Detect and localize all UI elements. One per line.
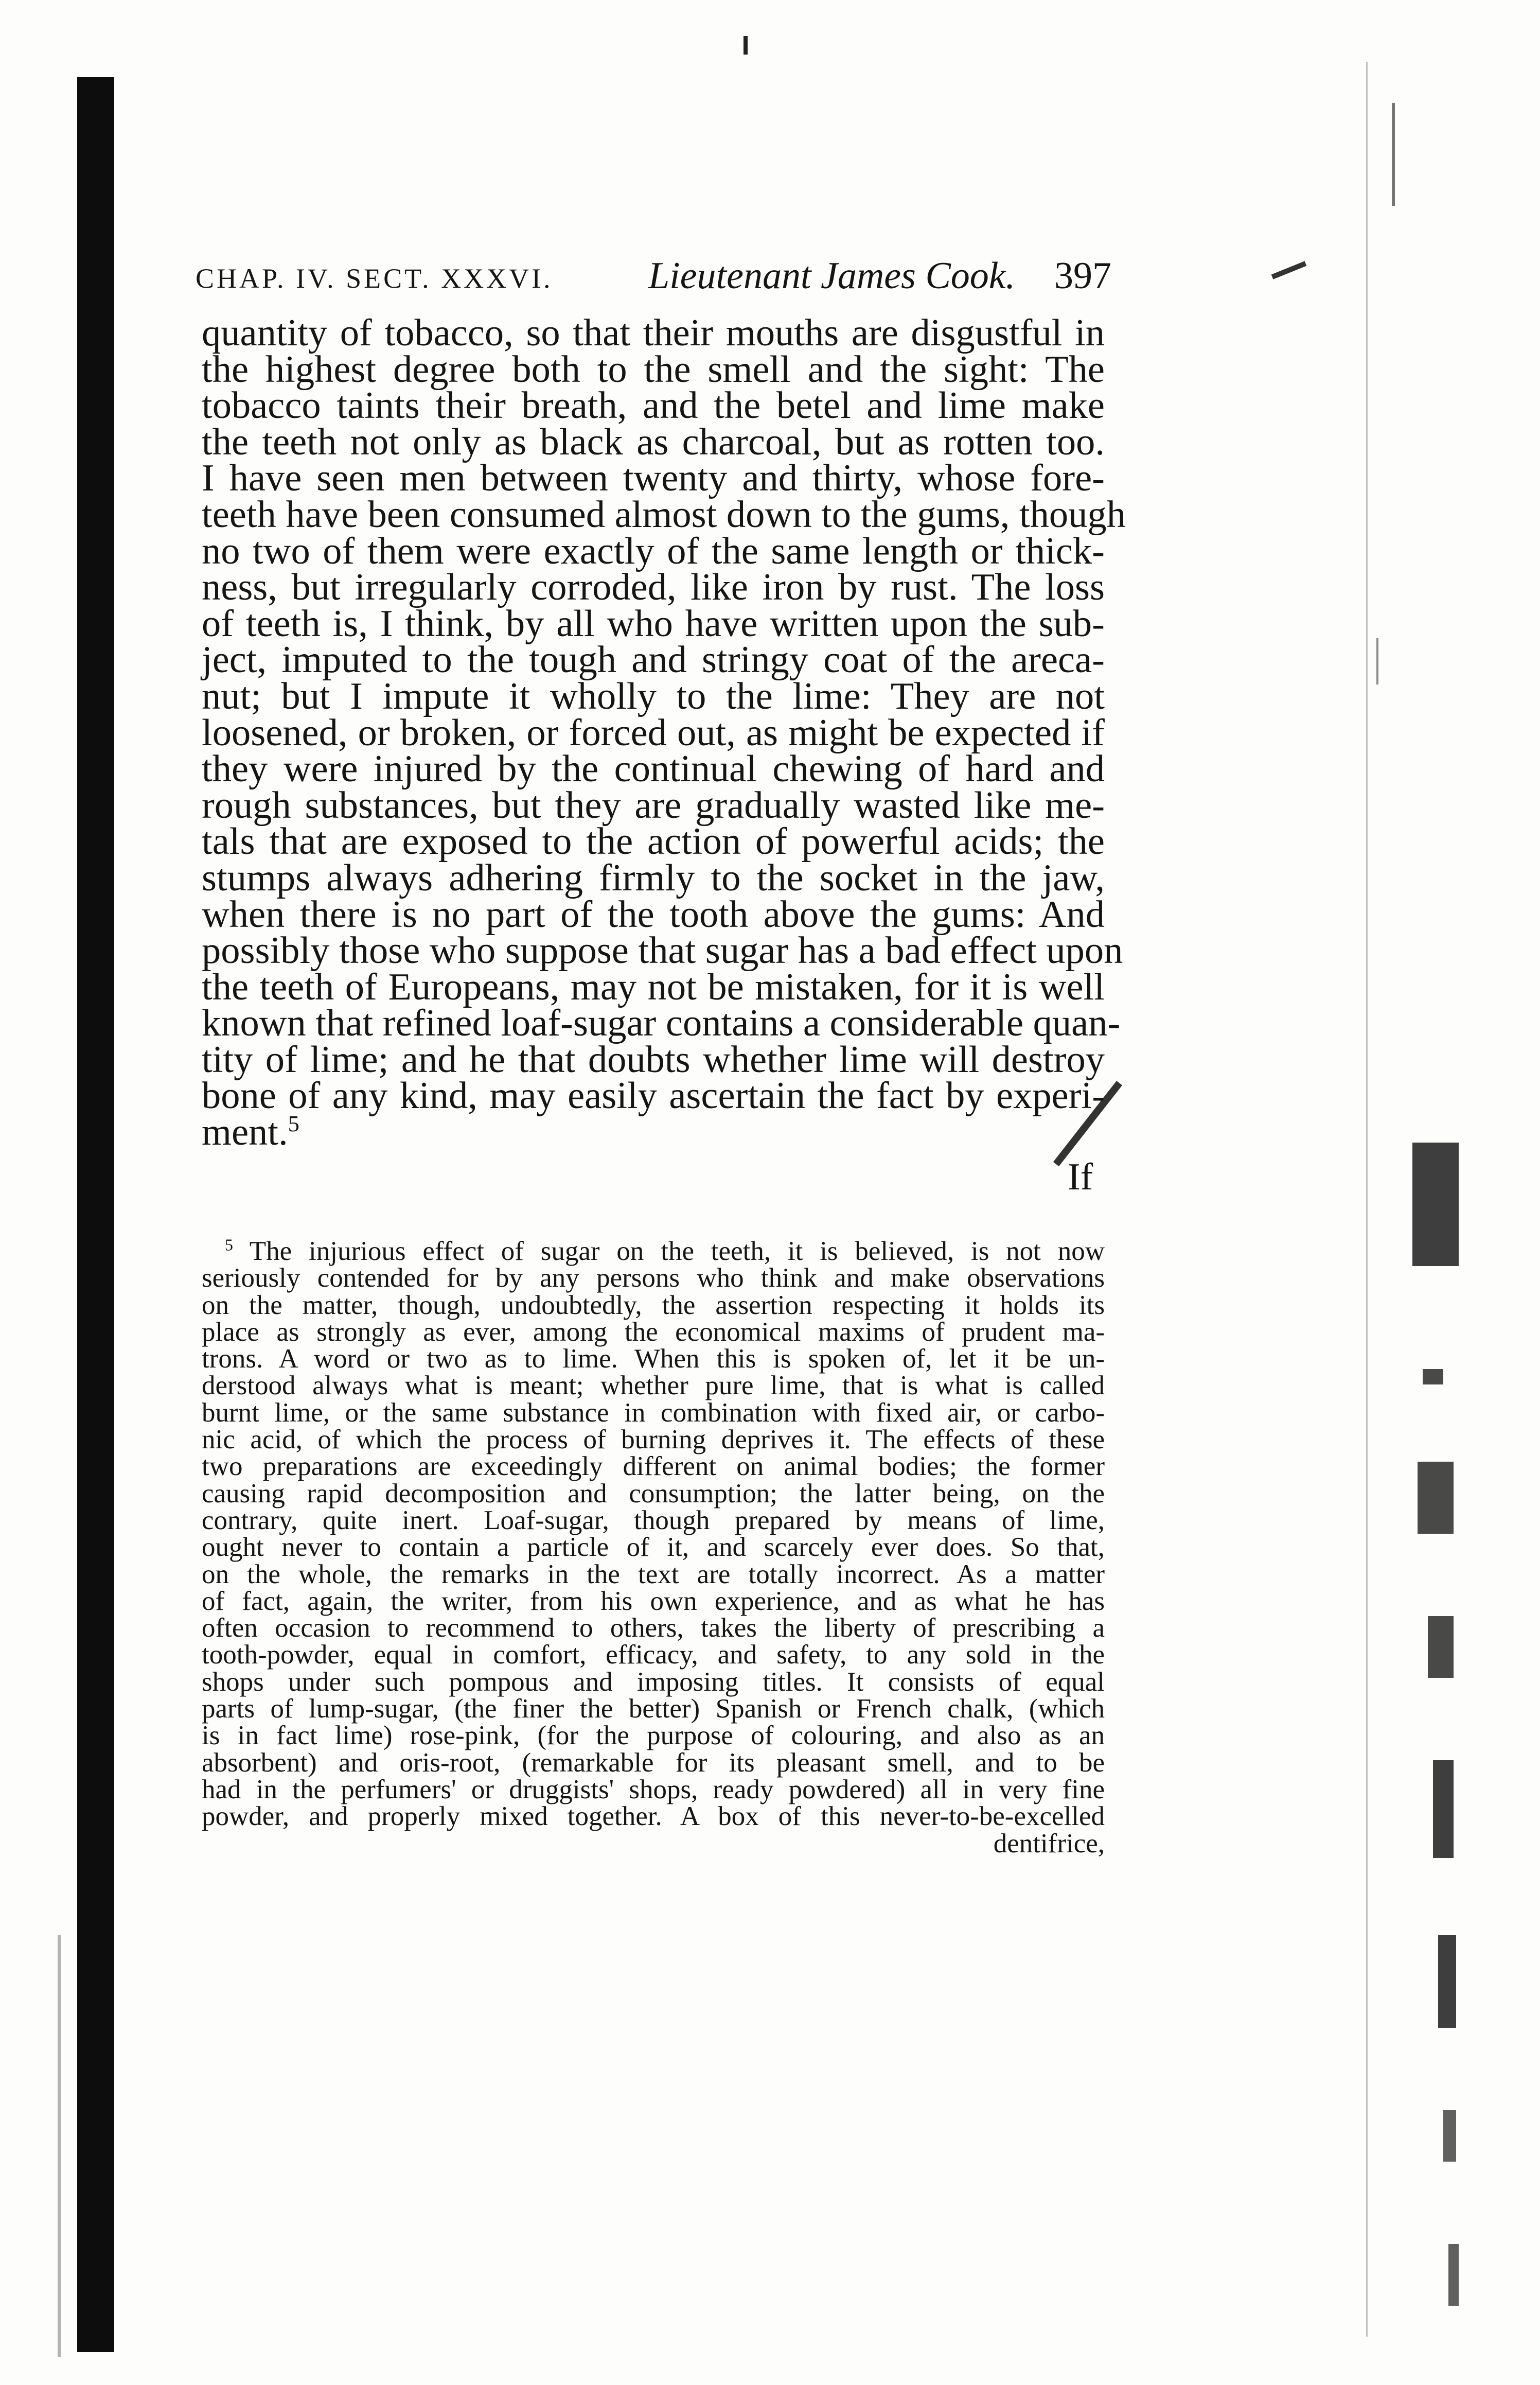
footnote-line: burnt lime, or the same substance in combination with fixed air, or carbo- (202, 1397, 1105, 1428)
body-line: when there is no part of the tooth above the gums: And (202, 893, 1105, 936)
binding-shadow (77, 77, 114, 2352)
body-line: bone of any kind, may easily ascertain the fact by experi- (202, 1075, 1105, 1117)
footnote-line: had in the perfumers' or druggists' shops, ready powdered) all in very fine (202, 1774, 1105, 1804)
footnote-line: ought never to contain a particle of it, and scarcely ever does. So that, (202, 1532, 1105, 1563)
footnote (202, 1238, 1105, 1857)
body-line: nut; but I impute it wholly to the lime: They are not (202, 675, 1105, 717)
body-line: of teeth is, I think, by all who have written upon the sub- (202, 602, 1105, 645)
page-number: 397 (1054, 255, 1111, 297)
body-last-word: ment. (202, 1111, 288, 1154)
footnote-line: trons. A word or two as to lime. When this is spoken of, let it be un- (202, 1344, 1105, 1374)
body-line: stumps always adhering firmly to the socket in the jaw, (202, 856, 1105, 899)
catchword: If (1068, 1156, 1093, 1198)
footnote-line: parts of lump-sugar, (the finer the better) Spanish or French chalk, (which (202, 1694, 1105, 1724)
footnote-line: two preparations are exceedingly different on animal bodies; the former (202, 1451, 1105, 1482)
footnote-catchword: dentifrice, (993, 1828, 1105, 1858)
footnote-line: derstood always what is meant; whether pure lime, that is what is called (202, 1371, 1105, 1401)
running-head-title: Lieutenant James Cook. (648, 255, 1016, 297)
body-line: the highest degree both to the smell and the sight: The (202, 348, 1105, 391)
body-line: I have seen men between twenty and thirty, whose fore- (202, 457, 1105, 500)
footnote-line: on the whole, the remarks in the text are totally incorrect. As a matter (202, 1559, 1105, 1589)
footnote-first-line (202, 1238, 1105, 1265)
body-line: possibly those who suppose that sugar has a bad effect upon (202, 930, 1123, 972)
footnote-line: of fact, again, the writer, from his own experience, and as what he has (202, 1586, 1105, 1616)
body-line: ject, imputed to the tough and stringy coat of the areca- (202, 639, 1105, 681)
footnote-line: place as strongly as ever, among the economical maxims of prudent ma- (202, 1317, 1105, 1347)
footnote-marker: 5 (225, 1236, 233, 1254)
scan-mark-top (744, 36, 748, 55)
body-line: quantity of tobacco, so that their mouths are disgustful in (202, 312, 1105, 354)
footnote-line: powder, and properly mixed together. A box of this never-to-be-excelled (202, 1801, 1105, 1832)
page-edge-line (1366, 62, 1368, 2337)
footnote-line: causing rapid decomposition and consumption; the latter being, on the (202, 1478, 1105, 1509)
body-last-line (202, 1111, 1105, 1154)
body-line: teeth have been consumed almost down to the gums, though (202, 493, 1126, 536)
footnote-reference: 5 (288, 1111, 299, 1137)
footnote-line: nic acid, of which the process of burning deprives it. The effects of these (202, 1425, 1105, 1455)
body-line: loosened, or broken, or forced out, as might be expected if (202, 711, 1105, 754)
footnote-line: shops under such pompous and imposing titles. It consists of equal (202, 1667, 1105, 1697)
body-line: tity of lime; and he that doubts whether lime will destroy (202, 1038, 1105, 1081)
footnote-line: is in fact lime) rose-pink, (for the purpose of colouring, and also as an (202, 1721, 1105, 1751)
body-line: known that refined loaf-sugar contains a considerable quan- (202, 1002, 1121, 1045)
pencil-mark-dash (1271, 261, 1307, 279)
gutter-mark (58, 1935, 61, 2357)
body-line: the teeth of Europeans, may not be mistaken, for it is well (202, 966, 1105, 1008)
footnote-line: tooth-powder, equal in comfort, efficacy, and safety, to any sold in the (202, 1640, 1105, 1670)
body-line: they were injured by the continual chewing of hard and (202, 748, 1105, 791)
body-line: tobacco taints their breath, and the betel and lime make (202, 384, 1105, 427)
scan-edge-noise (1371, 72, 1464, 2326)
footnote-line: often occasion to recommend to others, takes the liberty of prescribing a (202, 1613, 1105, 1643)
body-line: tals that are exposed to the action of powerful acids; the (202, 820, 1105, 863)
footnote-line: seriously contended for by any persons who think and make observations (202, 1263, 1105, 1293)
footnote-line: on the matter, though, undoubtedly, the assertion respecting it holds its (202, 1290, 1105, 1320)
body-line: the teeth not only as black as charcoal, but as rotten too. (202, 420, 1105, 463)
body-line: rough substances, but they are gradually wasted like me- (202, 784, 1105, 827)
body-text (202, 312, 1126, 1154)
body-line: no two of them were exactly of the same length or thick- (202, 530, 1105, 572)
running-head-chapter: CHAP. IV. SECT. XXXVI. (196, 263, 553, 294)
footnote-line: absorbent) and oris-root, (remarkable for its pleasant smell, and to be (202, 1747, 1105, 1778)
footnote-first-text: The injurious effect of sugar on the teeth, it is believed, is not now (249, 1236, 1105, 1266)
footnote-line: contrary, quite inert. Loaf-sugar, though prepared by means of lime, (202, 1505, 1105, 1535)
body-line: ness, but irregularly corroded, like iron by rust. The loss (202, 566, 1105, 609)
running-head (196, 252, 1111, 304)
